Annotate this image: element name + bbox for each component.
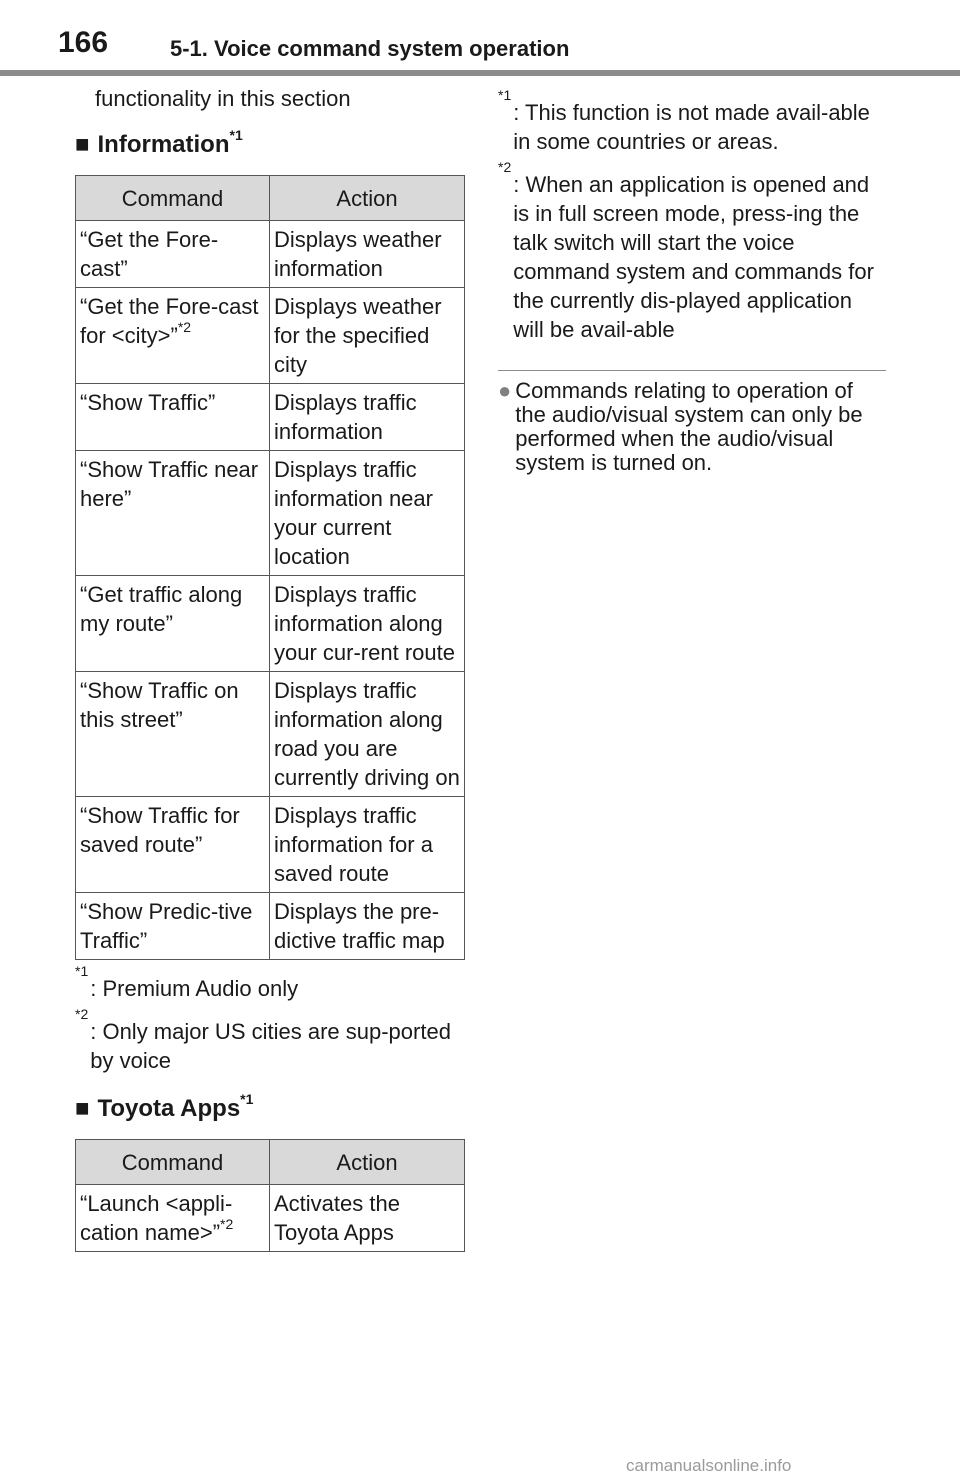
intro-text: functionality in this section — [95, 86, 351, 111]
header-divider — [0, 70, 960, 76]
footnote — [75, 963, 465, 1003]
action-text: Displays the pre-dictive traffic map — [274, 899, 445, 953]
footnote-mark: *1 — [498, 87, 512, 103]
square-bullet-icon: ■ — [75, 131, 90, 158]
table-row — [76, 672, 465, 797]
footnote-text: : This function is not made avail-able in some countries or areas. — [513, 100, 870, 154]
footnote-text: : Premium Audio only — [90, 976, 299, 1001]
action-cell — [270, 576, 465, 672]
footnote-mark: *2 — [75, 1006, 89, 1022]
right-column — [498, 84, 888, 475]
information-table — [75, 175, 465, 960]
footnote-mark: *2 — [498, 159, 512, 175]
command-cell — [76, 1185, 270, 1252]
column-header-action: Action — [270, 176, 465, 221]
information-heading-text: Information — [97, 131, 230, 158]
action-cell — [270, 797, 465, 893]
action-text: Displays traffic information near your current location — [274, 457, 433, 569]
right-footnotes — [498, 87, 888, 344]
command-cell — [76, 576, 270, 672]
command-text: “Launch <appli-cation name>” — [80, 1191, 233, 1245]
page-header — [0, 0, 960, 76]
command-sup: *2 — [177, 318, 192, 335]
square-bullet-icon: ■ — [75, 1095, 90, 1122]
command-cell — [76, 384, 270, 451]
action-text: Displays traffic information along your cur-rent route — [274, 582, 455, 665]
table-row — [76, 797, 465, 893]
action-cell — [270, 672, 465, 797]
command-text: “Get the Fore-cast for <city>” — [80, 294, 259, 348]
note — [498, 379, 888, 475]
action-cell — [270, 451, 465, 576]
command-text: “Show Traffic” — [80, 390, 216, 415]
footnote — [498, 159, 888, 344]
table-row — [76, 288, 465, 384]
information-heading-sup: *1 — [229, 127, 243, 143]
section-title: 5-1. Voice command system operation — [170, 36, 570, 61]
table-row — [76, 576, 465, 672]
left-column — [75, 84, 465, 1252]
footnote-text: : Only major US cities are sup-ported by voice — [90, 1019, 451, 1073]
action-text: Displays traffic information along road you are currently driving on — [274, 678, 460, 790]
toyota-apps-heading — [75, 1091, 465, 1123]
table-row — [76, 451, 465, 576]
action-text: Displays weather for the specified city — [274, 294, 442, 377]
table-row — [76, 893, 465, 960]
action-text: Displays traffic information for a saved route — [274, 803, 433, 886]
column-header-command: Command — [76, 1140, 270, 1185]
command-text: “Get the Fore-cast” — [80, 227, 219, 281]
command-cell — [76, 797, 270, 893]
footnote-text: : When an application is opened and is in full screen mode, press-ing the talk switch will start the voice command system and commands for the currently dis-played application will be avail-able — [513, 172, 874, 342]
command-cell — [76, 288, 270, 384]
table-header-row — [76, 176, 465, 221]
column-header-action: Action — [270, 1140, 465, 1185]
action-cell — [270, 1185, 465, 1252]
toyota-apps-heading-sup: *1 — [240, 1091, 254, 1107]
command-text: “Get traffic along my route” — [80, 582, 243, 636]
footnote-mark: *1 — [75, 963, 89, 979]
action-cell — [270, 893, 465, 960]
command-cell — [76, 451, 270, 576]
circle-bullet-icon: ● — [498, 378, 512, 403]
toyota-apps-heading-text: Toyota Apps — [97, 1095, 241, 1122]
table-row — [76, 384, 465, 451]
left-footnotes — [75, 963, 465, 1075]
information-heading — [75, 127, 465, 159]
command-cell — [76, 893, 270, 960]
watermark: carmanualsonline.info — [626, 1456, 792, 1475]
command-text: “Show Predic-tive Traffic” — [80, 899, 253, 953]
toyota-apps-table — [75, 1139, 465, 1252]
command-text: “Show Traffic for saved route” — [80, 803, 240, 857]
command-cell — [76, 672, 270, 797]
action-text: Displays weather information — [274, 227, 442, 281]
note-text: Commands relating to operation of the audio/visual system can only be performed when the audio/visual system is turned on. — [515, 378, 863, 475]
command-cell — [76, 221, 270, 288]
column-header-command: Command — [76, 176, 270, 221]
table-row — [76, 1185, 465, 1252]
footnote — [75, 1006, 465, 1075]
action-cell — [270, 221, 465, 288]
table-header-row — [76, 1140, 465, 1185]
page-number: 166 — [58, 26, 109, 59]
footnote — [498, 87, 888, 156]
action-text: Activates the Toyota Apps — [274, 1191, 400, 1245]
command-sup: *2 — [220, 1215, 234, 1232]
action-cell — [270, 288, 465, 384]
note-divider — [498, 370, 886, 371]
action-cell — [270, 384, 465, 451]
command-text: “Show Traffic on this street” — [80, 678, 239, 732]
action-text: Displays traffic information — [274, 390, 417, 444]
table-row — [76, 221, 465, 288]
command-text: “Show Traffic near here” — [80, 457, 259, 511]
